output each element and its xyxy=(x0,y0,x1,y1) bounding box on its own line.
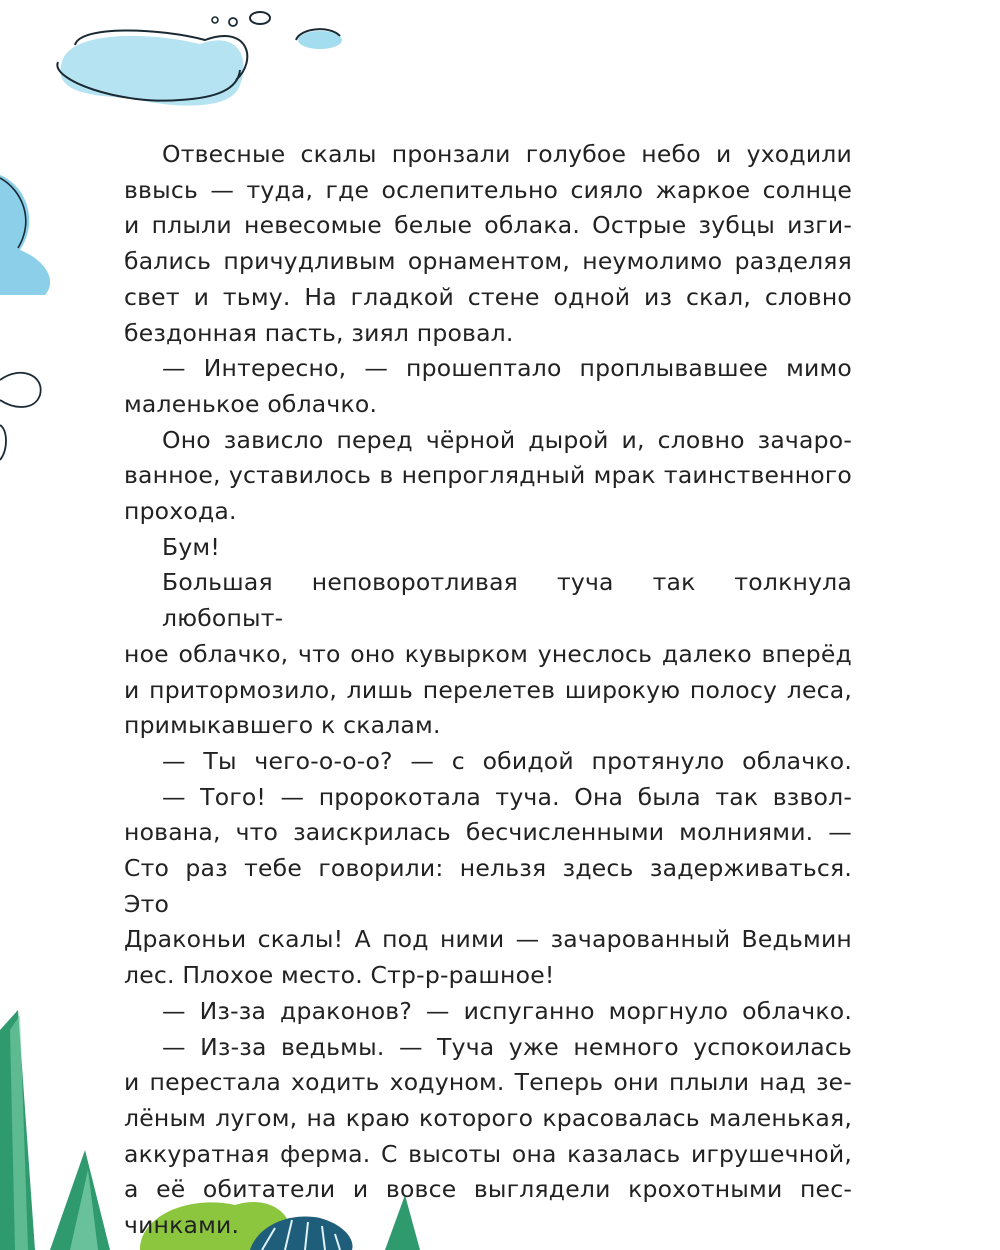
text-line: Бум! xyxy=(162,532,220,561)
text-line: ввысь — туда, где ослепительно сияло жаркое солнце xyxy=(124,175,852,204)
text-line: чинками. xyxy=(124,1211,240,1240)
text-line: — Интересно, — прошептало проплывавшее мимо xyxy=(162,354,852,383)
text-line: — Того! — пророкотала туча. Она была так взвол- xyxy=(162,782,852,811)
text-line: примыкавшего к скалам. xyxy=(124,711,441,740)
text-line: Большая неповоротливая туча так толкнула любопыт- xyxy=(162,568,852,633)
text-line: и притормозило, лишь перелетев широкую полосу леса, xyxy=(124,675,852,704)
text-line: — Из-за драконов? — испуганно моргнуло облачко. xyxy=(162,996,852,1025)
text-line: Драконьи скалы! А под ними — зачарованный Ведьмин xyxy=(124,925,852,954)
text-line: и перестала ходить ходуном. Теперь они плыли над зе- xyxy=(124,1068,852,1097)
text-line: лёным лугом, на краю которого красовалась маленькая, xyxy=(124,1103,852,1132)
story-text xyxy=(124,137,852,1244)
text-line: — Ты чего-о-о-о? — с обидой протянуло облачко. xyxy=(162,746,852,775)
text-line: свет и тьму. На гладкой стене одной из скал, словно xyxy=(124,282,852,311)
text-line: ванное, уставилось в непроглядный мрак таинственного xyxy=(124,461,852,490)
puddle-illustration xyxy=(57,30,247,105)
left-water-illustration xyxy=(0,175,50,460)
text-line: а её обитатели и вовсе выглядели крохотными пес- xyxy=(124,1175,852,1204)
text-line: бездонная пасть, зиял провал. xyxy=(124,318,514,347)
text-line: — Из-за ведьмы. — Туча уже немного успокоилась xyxy=(162,1032,852,1061)
text-line: маленькое облачко. xyxy=(124,389,378,418)
text-line: Оно зависло перед чёрной дырой и, словно зачаро- xyxy=(162,425,852,454)
text-line: прохода. xyxy=(124,497,237,526)
text-line: аккуратная ферма. С высоты она казалась игрушечной, xyxy=(124,1139,852,1168)
text-line: ное облачко, что оно кувырком унеслось далеко вперёд xyxy=(124,639,852,668)
text-line: бались причудливым орнаментом, неумолимо разделяя xyxy=(124,247,852,276)
text-line: Отвесные скалы пронзали голубое небо и уходили xyxy=(162,140,852,168)
text-line: Сто раз тебе говорили: нельзя здесь задерживаться. Это xyxy=(124,854,852,918)
text-line: нована, что заискрилась бесчисленными молниями. — xyxy=(124,818,852,847)
text-line: лес. Плохое место. Стр-р-рашное! xyxy=(124,961,555,990)
text-line: и плыли невесомые белые облака. Острые зубцы изги- xyxy=(124,211,852,240)
